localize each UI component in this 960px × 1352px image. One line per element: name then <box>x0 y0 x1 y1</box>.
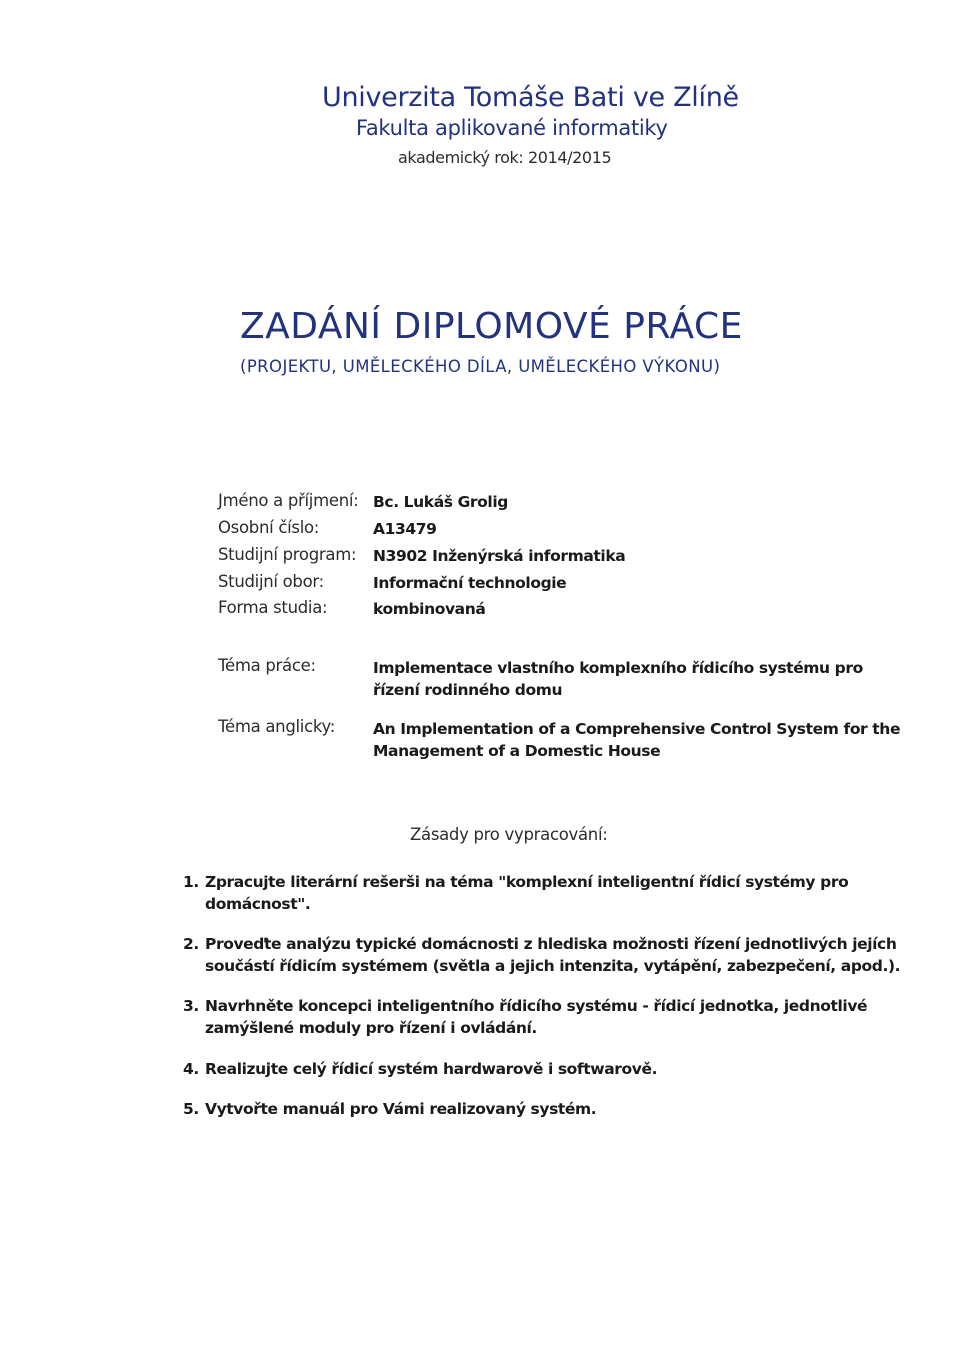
study-program-label: Studijní program: <box>218 545 357 564</box>
guideline-text: domácnost". <box>205 895 311 913</box>
guidelines-heading: Zásady pro vypracování: <box>410 825 608 844</box>
student-id-value: A13479 <box>373 520 437 538</box>
study-field-value: Informační technologie <box>373 574 567 592</box>
name-value: Bc. Lukáš Grolig <box>373 493 508 511</box>
name-label: Jméno a příjmení: <box>218 491 359 510</box>
topic-cz-line: řízení rodinného domu <box>373 681 563 699</box>
guideline-text: Realizujte celý řídicí systém hardwarově i softwarově. <box>205 1060 658 1078</box>
guideline-item <box>183 995 883 1039</box>
document-subtitle: (PROJEKTU, UMĚLECKÉHO DÍLA, UMĚLECKÉHO VÝKONU) <box>240 357 721 376</box>
study-field-label: Studijní obor: <box>218 572 324 591</box>
guideline-number: 5. <box>183 1100 199 1118</box>
topic-en-value <box>373 718 901 762</box>
guideline-item <box>183 933 901 977</box>
guideline-number: 3. <box>183 997 199 1015</box>
guideline-number: 1. <box>183 873 199 891</box>
study-program-value: N3902 Inženýrská informatika <box>373 547 626 565</box>
document-title: ZADÁNÍ DIPLOMOVÉ PRÁCE <box>240 306 743 347</box>
faculty-name: Fakulta aplikované informatiky <box>356 116 668 140</box>
university-name: Univerzita Tomáše Bati ve Zlíně <box>322 82 739 113</box>
guideline-number: 4. <box>183 1060 199 1078</box>
guideline-text: součástí řídicím systémem (světla a jejich intenzita, vytápění, zabezpečení, apod.). <box>205 957 901 975</box>
guideline-text: zamýšlené moduly pro řízení i ovládání. <box>205 1019 537 1037</box>
study-form-value: kombinovaná <box>373 600 486 618</box>
topic-cz-label: Téma práce: <box>218 656 316 675</box>
topic-en-label: Téma anglicky: <box>218 717 336 736</box>
guideline-text: Proveďte analýzu typické domácnosti z hlediska možnosti řízení jednotlivých jejích <box>205 935 897 953</box>
guideline-text: Vytvořte manuál pro Vámi realizovaný systém. <box>205 1100 597 1118</box>
guideline-text: Zpracujte literární rešerši na téma "komplexní inteligentní řídicí systémy pro <box>205 873 849 891</box>
topic-cz-line: Implementace vlastního komplexního řídicího systému pro <box>373 659 863 677</box>
guideline-text: Navrhněte koncepci inteligentního řídicího systému - řídicí jednotka, jednotlivé <box>205 997 868 1015</box>
study-form-label: Forma studia: <box>218 598 328 617</box>
guideline-number: 2. <box>183 935 199 953</box>
guideline-item <box>183 871 883 915</box>
topic-en-line: Management of a Domestic House <box>373 742 661 760</box>
topic-cz-value <box>373 657 873 701</box>
student-id-label: Osobní číslo: <box>218 518 320 537</box>
academic-year: akademický rok: 2014/2015 <box>398 148 612 167</box>
topic-en-line: An Implementation of a Comprehensive Control System for the <box>373 720 901 738</box>
guideline-item <box>183 1098 883 1120</box>
guideline-item <box>183 1058 883 1080</box>
